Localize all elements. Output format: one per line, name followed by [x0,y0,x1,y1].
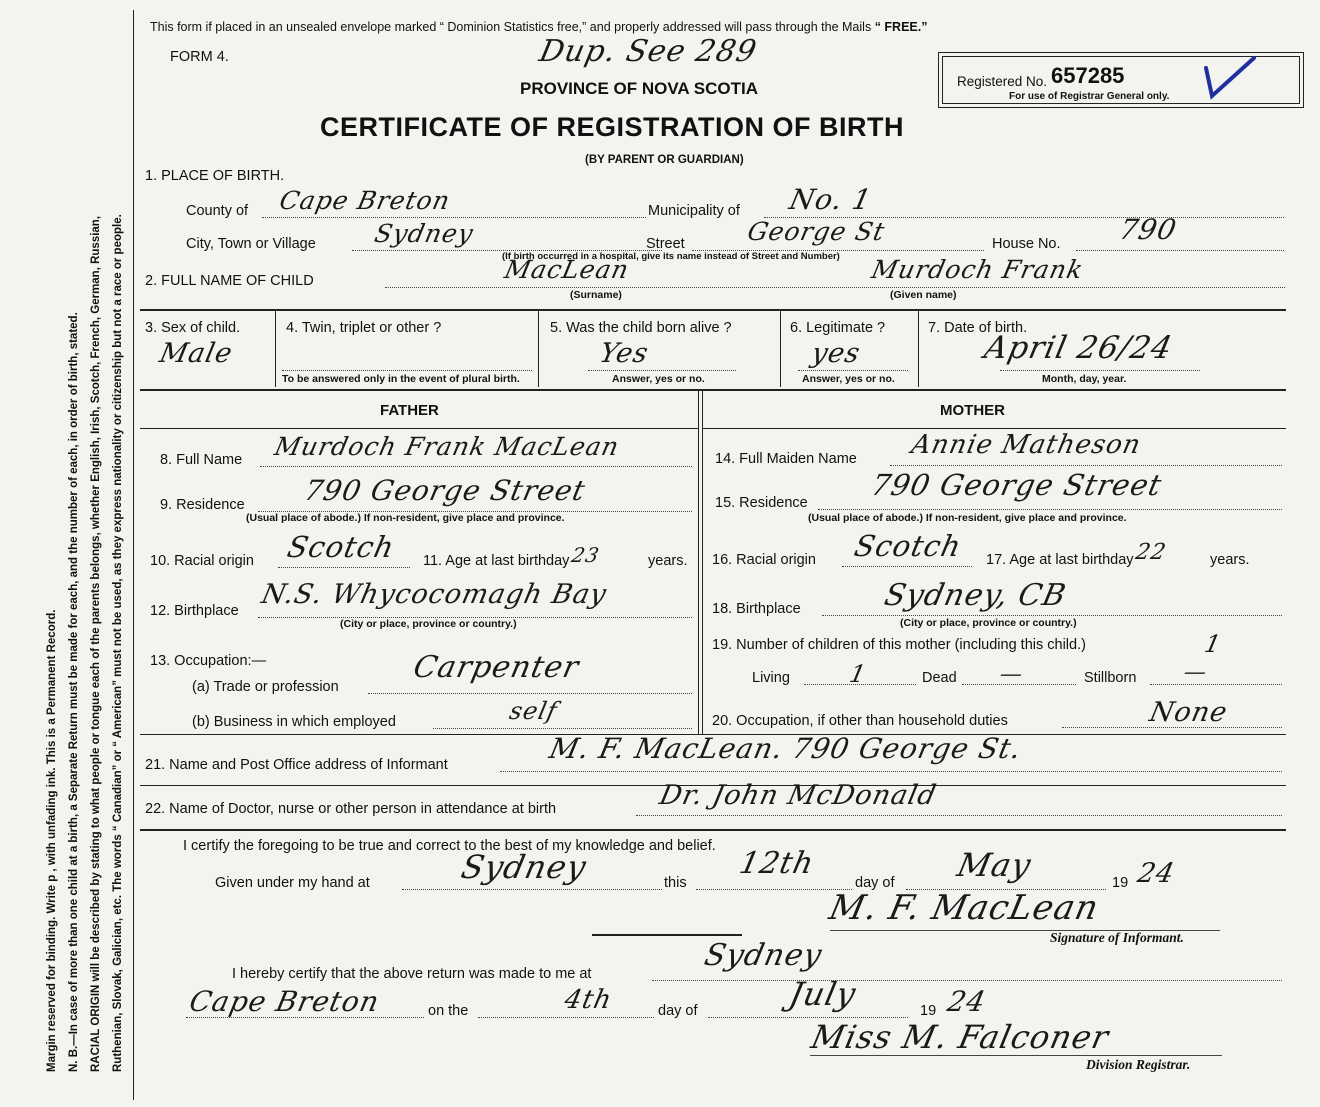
father-years: years. [648,553,688,569]
father-racial: Scotch [284,530,398,564]
mother-years: years. [1210,552,1250,568]
child-given-name: Murdoch Frank [868,255,1087,284]
registrar-place: Sydney [701,938,826,973]
house-label: House No. [992,236,1061,252]
mother-name-label: 14. Full Maiden Name [715,451,857,467]
certification-day: 12th [736,846,818,881]
father-residence-caption: (Usual place of abode.) If non-resident, give place and province. [246,512,565,524]
business-label: (b) Business in which employed [192,714,396,730]
child-surname: MacLean [501,255,633,284]
mother-residence-caption: (Usual place of abode.) If non-resident, give place and province. [808,512,1127,524]
alive-caption: Answer, yes or no. [612,373,705,385]
registered-number: 657285 [1051,63,1125,88]
mother-children-label: 19. Number of children of this mother (including this child.) [712,637,1086,653]
registrar-note: For use of Registrar General only. [1009,91,1170,102]
living-label: Living [752,670,790,686]
divider [592,934,742,936]
on-the-label: on the [428,1003,469,1019]
hospital-note: (If birth occurred in a hospital, give its name instead of Street and Number) [502,251,840,262]
mail-notice: This form if placed in an unsealed envelope marked “ Dominion Statistics free,” and properly addressed will pass through the Mails “ FREE.” [150,20,928,34]
municipality-label: Municipality of [648,203,740,219]
registrar-day: 4th [561,985,615,1015]
dead-value: — [997,662,1026,687]
dob-value: April 26/24 [981,330,1176,366]
margin-note-racial-origin-1: RACIAL ORIGIN will be described by stating to what people or tongue each of the parents belongs, whether English, Irish, Scotch, French, German, Russian, [90,215,102,1072]
certification-statement: I certify the foregoing to be true and correct to the best of my knowledge and belief. [183,838,716,854]
certification-year: 24 [1134,858,1178,889]
mother-residence-label: 15. Residence [715,495,808,511]
stillborn-value: — [1181,660,1210,685]
dob-label: 7. Date of birth. [928,320,1028,336]
doctor-label: 22. Name of Doctor, nurse or other person in attendance at birth [145,801,557,817]
city-value: Sydney [371,219,477,248]
informant-signature: M. F. MacLean [825,888,1103,928]
street-label: Street [646,236,685,252]
registrar-signature: Miss M. Falconer [807,1018,1113,1056]
mother-racial: Scotch [851,529,965,563]
father-birthplace: N.S. Whycocomagh Bay [258,579,610,610]
dead-label: Dead [922,670,957,686]
alive-label: 5. Was the child born alive ? [550,320,732,336]
place-of-birth-label: 1. PLACE OF BIRTH. [145,168,285,184]
registrar-statement: I hereby certify that the above return was made to me at [232,966,592,982]
informant-value: M. F. MacLean. 790 George St. [546,732,1025,765]
this-label: this [664,875,687,891]
registrar-year-prefix: 19 [920,1003,937,1019]
mother-occupation-label: 20. Occupation, if other than household duties [712,713,1008,729]
form-number: FORM 4. [170,49,229,65]
mother-name: Annie Matheson [908,430,1144,460]
mother-children-value: 1 [1202,630,1225,658]
certification-month: May [953,846,1035,884]
mother-birthplace-label: 18. Birthplace [712,601,801,617]
mother-heading: MOTHER [940,402,1005,419]
legit-label: 6. Legitimate ? [790,320,886,336]
living-value: 1 [847,660,870,688]
margin-note-racial-origin-2: Ruthenian, Slovak, Galician, etc. The words “ Canadian” or “ American” must not be used, as they express nationality or citizenship but not a race or people. [112,214,124,1072]
registrar-county: Cape Breton [186,985,383,1018]
child-name-label: 2. FULL NAME OF CHILD [145,273,314,289]
father-birthplace-caption: (City or place, province or country.) [340,618,517,630]
alive-value: Yes [596,338,652,369]
signature-caption: Signature of Informant. [1050,930,1184,945]
surname-caption: (Surname) [570,289,622,301]
doctor-value: Dr. John McDonald [656,780,940,811]
sex-value: Male [156,338,236,369]
sex-label: 3. Sex of child. [145,320,241,336]
father-age-label: 11. Age at last birthday [423,553,570,569]
legit-value: yes [808,338,864,369]
mother-birthplace: Sydney, CB [881,578,1070,613]
registrar-year: 24 [944,985,990,1018]
mother-residence: 790 George Street [868,468,1166,502]
province: PROVINCE OF NOVA SCOTIA [520,79,759,98]
day-of-label: day of [855,875,895,891]
mother-occupation: None [1146,697,1231,728]
business-value: self [507,697,561,725]
margin-note-binding: Margin reserved for binding. Write p , with unfading ink. This is a Permanent Record. [46,609,58,1072]
dup-note: Dup. See 289 [536,34,761,69]
mother-age: 22 [1133,540,1169,565]
informant-label: 21. Name and Post Office address of Informant [145,757,448,773]
county-value: Cape Breton [276,186,454,215]
father-name: Murdoch Frank MacLean [271,432,623,461]
given-caption: (Given name) [890,289,957,301]
registrar-caption: Division Registrar. [1086,1057,1191,1072]
father-racial-label: 10. Racial origin [150,553,254,569]
stillborn-label: Stillborn [1084,670,1137,686]
mother-age-label: 17. Age at last birthday [986,552,1134,568]
house-value: 790 [1116,213,1180,246]
father-residence-label: 9. Residence [160,497,245,513]
margin-line [133,10,134,1100]
legit-caption: Answer, yes or no. [802,373,895,385]
city-label: City, Town or Village [186,236,316,252]
given-label: Given under my hand at [215,875,370,891]
registered-label: Registered No. [957,74,1048,89]
street-value: George St [744,217,888,246]
father-residence: 790 George Street [301,474,589,507]
father-heading: FATHER [380,402,439,419]
page-title: CERTIFICATE OF REGISTRATION OF BIRTH [320,112,904,142]
certification-year-prefix: 19 [1112,875,1129,891]
dob-caption: Month, day, year. [1042,373,1127,385]
margin-note-multiple-births: N. B.—In case of more than one child at a birth, a Separate Return must be made for each, and the number of each, in order of birth, stated. [68,312,80,1072]
father-name-label: 8. Full Name [160,452,243,468]
trade-value: Carpenter [410,650,583,685]
mother-racial-label: 16. Racial origin [712,552,816,568]
mother-birthplace-caption: (City or place, province or country.) [900,617,1077,629]
page-subtitle: (BY PARENT OR GUARDIAN) [585,154,744,166]
county-label: County of [186,203,249,219]
municipality-value: No. 1 [786,183,875,216]
certification-place: Sydney [457,848,591,886]
registrar-month: July [785,975,860,1013]
checkmark-icon [1198,54,1260,104]
father-birthplace-label: 12. Birthplace [150,603,239,619]
father-occupation-label: 13. Occupation:— [150,653,267,669]
registrar-day-of-label: day of [658,1003,698,1019]
twin-label: 4. Twin, triplet or other ? [286,320,442,336]
trade-label: (a) Trade or profession [192,679,339,695]
twin-caption: To be answered only in the event of plural birth. [282,373,520,385]
father-age: 23 [569,543,603,567]
